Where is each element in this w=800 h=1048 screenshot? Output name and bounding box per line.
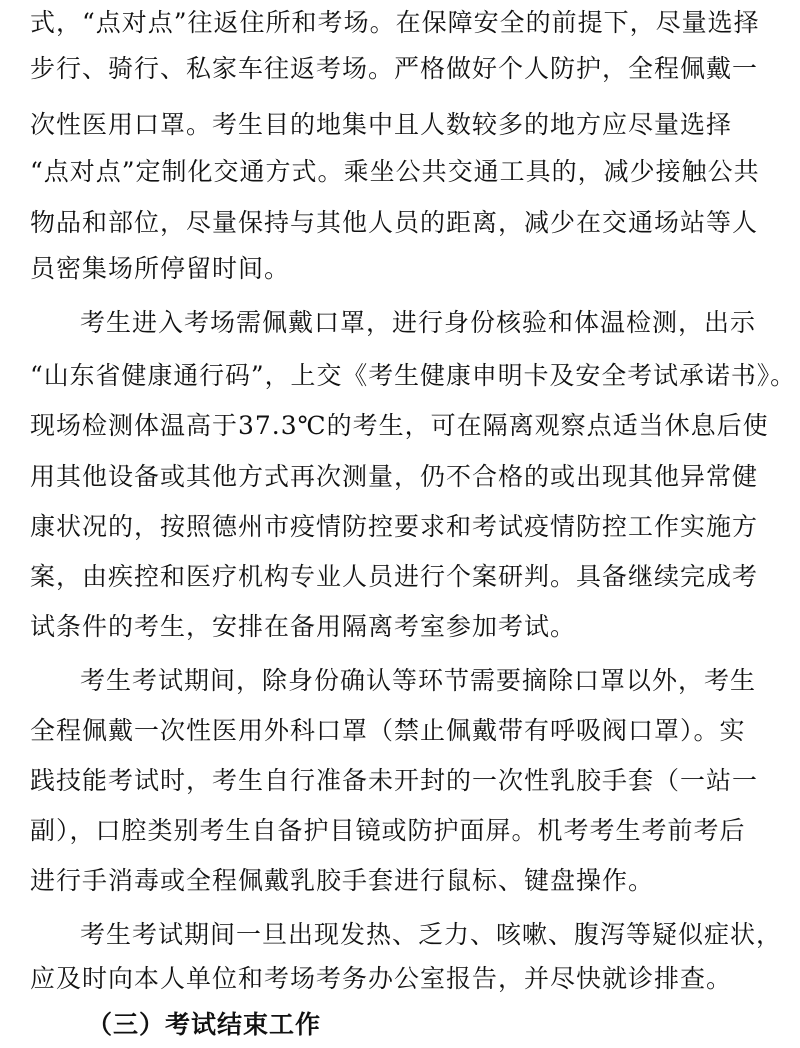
text-line: 物品和部位，尽量保持与其他人员的距离，减少在交通场站等人	[30, 208, 759, 237]
text-line: 试条件的考生，安排在备用隔离考室参加考试。	[30, 612, 577, 641]
text-line: 式，“点对点”往返住所和考场。在保障安全的前提下，尽量选择	[30, 8, 760, 37]
text-line: 现场检测体温高于37.3℃的考生，可在隔离观察点适当休息后使	[30, 411, 769, 440]
text-line: 副），口腔类别考生自备护目镜或防护面屏。机考考生考前考后	[30, 816, 746, 845]
section-heading: （三）考试结束工作	[87, 1010, 322, 1039]
text-line-first: 考生考试期间一旦出现发热、乏力、咳嗽、腹泻等疑似症状，	[80, 920, 783, 949]
text-line: 进行手消毒或全程佩戴乳胶手套进行鼠标、键盘操作。	[30, 866, 655, 895]
text-line: 步行、骑行、私家车往返考场。严格做好个人防护，全程佩戴一	[30, 54, 759, 83]
text-line-first: 考生考试期间，除身份确认等环节需要摘除口罩以外，考生	[80, 666, 757, 695]
text-line: 应及时向本人单位和考场考务办公室报告，并尽快就诊排查。	[30, 964, 733, 993]
text-line: 践技能考试时，考生自行准备未开封的一次性乳胶手套（一站一	[30, 766, 759, 795]
text-line: 全程佩戴一次性医用外科口罩（禁止佩戴带有呼吸阀口罩）。实	[30, 716, 746, 745]
text-line-first: 考生进入考场需佩戴口罩，进行身份核验和体温检测，出示	[80, 308, 757, 337]
text-line: 用其他设备或其他方式再次测量，仍不合格的或出现其他异常健	[30, 462, 759, 491]
text-line: 案，由疾控和医疗机构专业人员进行个案研判。具备继续完成考	[30, 562, 759, 591]
text-line: 次性医用口罩。考生目的地集中且人数较多的地方应尽量选择	[30, 110, 733, 139]
text-line: 康状况的，按照德州市疫情防控要求和考试疫情防控工作实施方	[30, 512, 759, 541]
text-line: “点对点”定制化交通方式。乘坐公共交通工具的，减少接触公共	[30, 157, 760, 186]
text-line: 员密集场所停留时间。	[30, 254, 291, 283]
text-line: “山东省健康通行码”，上交《考生健康申明卡及安全考试承诺书》。	[30, 361, 797, 390]
